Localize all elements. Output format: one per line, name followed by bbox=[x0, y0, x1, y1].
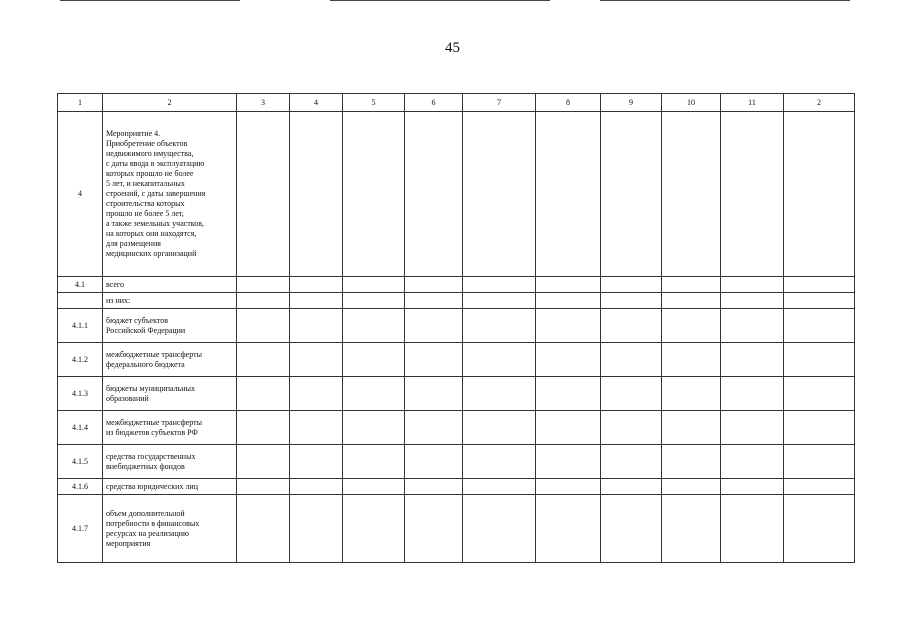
empty-cell bbox=[536, 277, 601, 293]
empty-cell bbox=[601, 377, 662, 411]
column-header: 2 bbox=[784, 94, 855, 112]
empty-cell bbox=[290, 445, 343, 479]
table-row bbox=[58, 293, 855, 309]
empty-cell bbox=[290, 277, 343, 293]
page-number: 45 bbox=[445, 40, 460, 56]
empty-cell bbox=[536, 445, 601, 479]
row-label: межбюджетные трансферты из бюджетов субъектов РФ bbox=[103, 411, 237, 445]
row-label: бюджет субъектов Российской Федерации bbox=[103, 309, 237, 343]
empty-cell bbox=[784, 495, 855, 563]
empty-cell bbox=[601, 309, 662, 343]
empty-cell bbox=[721, 343, 784, 377]
empty-cell bbox=[463, 293, 536, 309]
empty-cell bbox=[536, 495, 601, 563]
empty-cell bbox=[721, 112, 784, 277]
empty-cell bbox=[601, 112, 662, 277]
empty-cell bbox=[784, 377, 855, 411]
empty-cell bbox=[536, 309, 601, 343]
empty-cell bbox=[463, 377, 536, 411]
empty-cell bbox=[343, 277, 405, 293]
column-header: 4 bbox=[290, 94, 343, 112]
empty-cell bbox=[405, 495, 463, 563]
empty-cell bbox=[343, 495, 405, 563]
empty-cell bbox=[405, 411, 463, 445]
empty-cell bbox=[343, 411, 405, 445]
empty-cell bbox=[463, 277, 536, 293]
empty-cell bbox=[662, 445, 721, 479]
empty-cell bbox=[463, 411, 536, 445]
column-header: 3 bbox=[237, 94, 290, 112]
row-label: из них: bbox=[103, 293, 237, 309]
row-code: 4.1.2 bbox=[58, 343, 103, 377]
row-code: 4.1.1 bbox=[58, 309, 103, 343]
empty-cell bbox=[463, 445, 536, 479]
empty-cell bbox=[784, 309, 855, 343]
row-code: 4 bbox=[58, 112, 103, 277]
empty-cell bbox=[536, 293, 601, 309]
empty-cell bbox=[721, 445, 784, 479]
table-row bbox=[58, 445, 855, 479]
empty-cell bbox=[237, 495, 290, 563]
empty-cell bbox=[536, 112, 601, 277]
empty-cell bbox=[784, 277, 855, 293]
empty-cell bbox=[343, 293, 405, 309]
row-label: бюджеты муниципальных образований bbox=[103, 377, 237, 411]
empty-cell bbox=[290, 411, 343, 445]
column-header: 9 bbox=[601, 94, 662, 112]
row-code: 4.1.4 bbox=[58, 411, 103, 445]
empty-cell bbox=[601, 479, 662, 495]
table-row bbox=[58, 495, 855, 563]
empty-cell bbox=[601, 495, 662, 563]
empty-cell bbox=[784, 112, 855, 277]
empty-cell bbox=[405, 343, 463, 377]
empty-cell bbox=[536, 377, 601, 411]
empty-cell bbox=[601, 293, 662, 309]
empty-cell bbox=[290, 479, 343, 495]
column-header: 7 bbox=[463, 94, 536, 112]
empty-cell bbox=[237, 445, 290, 479]
row-label: Мероприятие 4. Приобретение объектов недвижимого имущества, с даты ввода в эксплуатацию которых прошло не более 5 лет, и некапитальных строений, с даты завершения строительства которых прошло не более 5 лет, а также земельных участков, на которых они находятся, для размещения медицинских организаций bbox=[103, 112, 237, 277]
row-code: 4.1.5 bbox=[58, 445, 103, 479]
empty-cell bbox=[405, 112, 463, 277]
empty-cell bbox=[343, 377, 405, 411]
empty-cell bbox=[601, 445, 662, 479]
empty-cell bbox=[662, 495, 721, 563]
empty-cell bbox=[662, 293, 721, 309]
empty-cell bbox=[662, 411, 721, 445]
row-label: всего bbox=[103, 277, 237, 293]
table-header-row bbox=[58, 94, 855, 112]
empty-cell bbox=[343, 479, 405, 495]
empty-cell bbox=[237, 377, 290, 411]
empty-cell bbox=[290, 343, 343, 377]
empty-cell bbox=[784, 479, 855, 495]
column-header: 1 bbox=[58, 94, 103, 112]
empty-cell bbox=[721, 309, 784, 343]
empty-cell bbox=[601, 277, 662, 293]
empty-cell bbox=[237, 411, 290, 445]
empty-cell bbox=[405, 377, 463, 411]
empty-cell bbox=[784, 293, 855, 309]
empty-cell bbox=[662, 309, 721, 343]
empty-cell bbox=[721, 277, 784, 293]
empty-cell bbox=[784, 411, 855, 445]
row-code bbox=[58, 293, 103, 309]
empty-cell bbox=[343, 445, 405, 479]
empty-cell bbox=[290, 112, 343, 277]
empty-cell bbox=[536, 479, 601, 495]
empty-cell bbox=[463, 309, 536, 343]
column-header: 8 bbox=[536, 94, 601, 112]
column-header: 10 bbox=[662, 94, 721, 112]
empty-cell bbox=[721, 293, 784, 309]
empty-cell bbox=[784, 343, 855, 377]
empty-cell bbox=[237, 343, 290, 377]
row-label: средства юридических лиц bbox=[103, 479, 237, 495]
empty-cell bbox=[662, 277, 721, 293]
row-code: 4.1.6 bbox=[58, 479, 103, 495]
empty-cell bbox=[721, 411, 784, 445]
empty-cell bbox=[463, 112, 536, 277]
empty-cell bbox=[784, 445, 855, 479]
empty-cell bbox=[463, 495, 536, 563]
column-header: 5 bbox=[343, 94, 405, 112]
table-row bbox=[58, 309, 855, 343]
top-edge-line-right bbox=[600, 0, 850, 1]
row-code: 4.1.7 bbox=[58, 495, 103, 563]
empty-cell bbox=[536, 343, 601, 377]
empty-cell bbox=[405, 309, 463, 343]
top-edge-line-middle bbox=[330, 0, 550, 1]
row-code: 4.1 bbox=[58, 277, 103, 293]
table-row bbox=[58, 377, 855, 411]
empty-cell bbox=[536, 411, 601, 445]
empty-cell bbox=[601, 411, 662, 445]
empty-cell bbox=[405, 277, 463, 293]
column-header: 6 bbox=[405, 94, 463, 112]
empty-cell bbox=[343, 309, 405, 343]
empty-cell bbox=[290, 495, 343, 563]
empty-cell bbox=[662, 479, 721, 495]
row-label: средства государственных внебюджетных фондов bbox=[103, 445, 237, 479]
empty-cell bbox=[721, 479, 784, 495]
empty-cell bbox=[343, 112, 405, 277]
column-header: 11 bbox=[721, 94, 784, 112]
table-row bbox=[58, 411, 855, 445]
empty-cell bbox=[290, 293, 343, 309]
table-row bbox=[58, 112, 855, 277]
empty-cell bbox=[721, 377, 784, 411]
column-header: 2 bbox=[103, 94, 237, 112]
empty-cell bbox=[290, 377, 343, 411]
table-row bbox=[58, 479, 855, 495]
empty-cell bbox=[290, 309, 343, 343]
row-code: 4.1.3 bbox=[58, 377, 103, 411]
empty-cell bbox=[237, 277, 290, 293]
table-row bbox=[58, 277, 855, 293]
empty-cell bbox=[405, 445, 463, 479]
empty-cell bbox=[237, 112, 290, 277]
empty-cell bbox=[237, 293, 290, 309]
empty-cell bbox=[662, 343, 721, 377]
top-edge-line-left bbox=[60, 0, 240, 1]
empty-cell bbox=[601, 343, 662, 377]
empty-cell bbox=[463, 479, 536, 495]
empty-cell bbox=[405, 293, 463, 309]
row-label: межбюджетные трансферты федерального бюджета bbox=[103, 343, 237, 377]
empty-cell bbox=[463, 343, 536, 377]
empty-cell bbox=[237, 479, 290, 495]
budget-table bbox=[57, 93, 855, 563]
empty-cell bbox=[662, 377, 721, 411]
table-row bbox=[58, 343, 855, 377]
row-label: объем дополнительной потребности в финансовых ресурсах на реализацию мероприятия bbox=[103, 495, 237, 563]
empty-cell bbox=[343, 343, 405, 377]
empty-cell bbox=[405, 479, 463, 495]
empty-cell bbox=[662, 112, 721, 277]
empty-cell bbox=[237, 309, 290, 343]
empty-cell bbox=[721, 495, 784, 563]
